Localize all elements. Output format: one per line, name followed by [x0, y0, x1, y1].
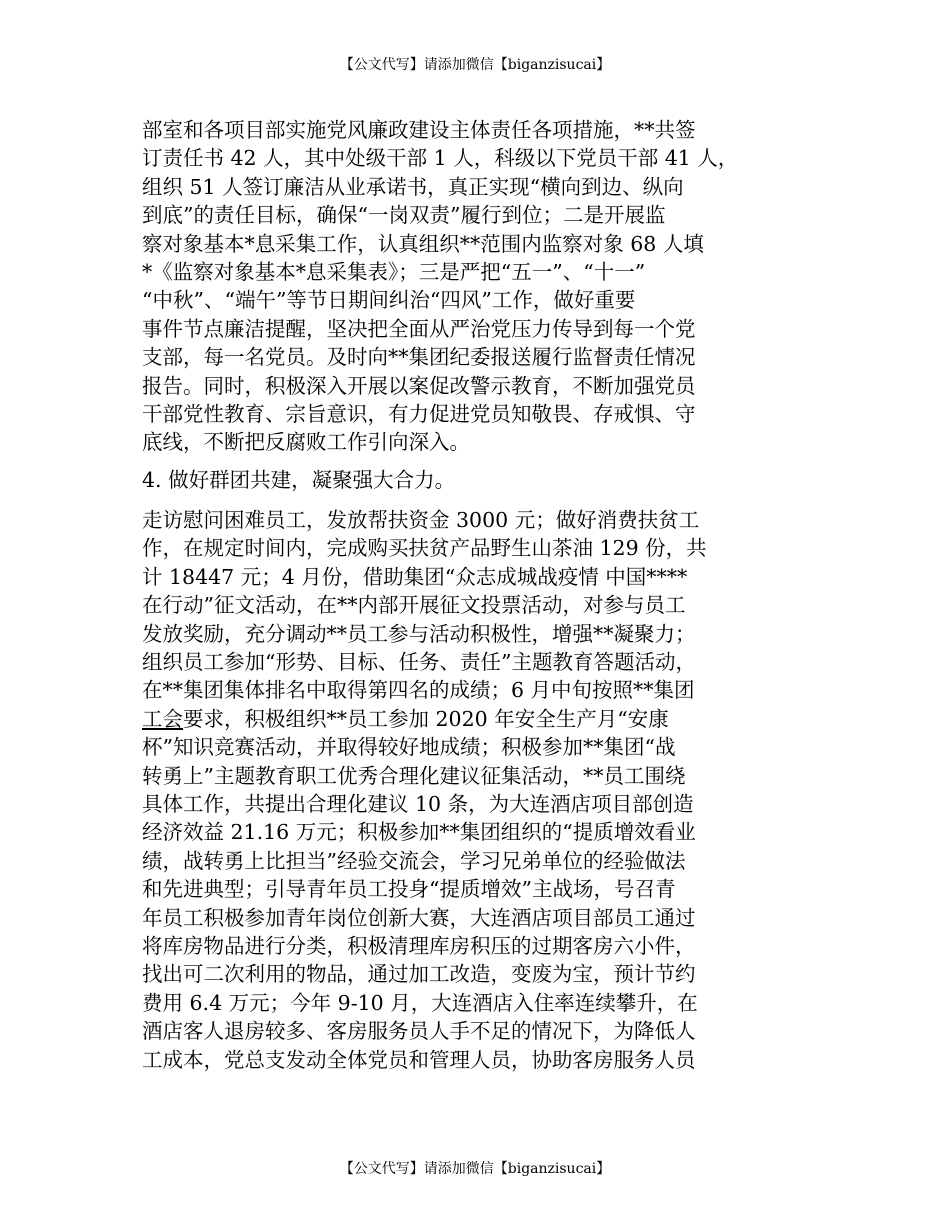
document-body — [142, 116, 822, 1074]
text-line: 订责任书 42 人，其中处级干部 1 人，科级以下党员干部 41 人， — [142, 146, 739, 171]
page-footer: 【公文代写】请添加微信【biganzisucai】 — [339, 1161, 611, 1177]
text-line: “中秋”、“端午”等节日期间纠治“四风”工作，做好重要 — [142, 288, 636, 313]
text-line: 工成本，党总支发动全体党员和管理人员，协助客房服务人员 — [142, 1047, 696, 1072]
text-line: 干部党性教育、宗旨意识，有力促进党员知敬畏、存戒惧、守 — [142, 401, 696, 426]
text-line: 和先进典型；引导青年员工投身“提质增效”主战场，号召青 — [142, 877, 676, 902]
text-line: 杯”知识竞赛活动，并取得较好地成绩；积极参加**集团“战 — [142, 735, 676, 760]
text-line-with-link — [142, 705, 822, 733]
text-line: 组织 51 人签订廉洁从业承诺书，真正实现“横向到边、纵向 — [142, 174, 684, 199]
text-line: 到底”的责任目标，确保“一岗双责”履行到位；二是开展监 — [142, 203, 666, 228]
text-line: 转勇上”主题教育职工优秀合理化建议征集活动，**员工围绕 — [142, 763, 686, 788]
text-line: 发放奖励，充分调动**员工参与活动积极性，增强**凝聚力； — [142, 621, 696, 646]
section-heading: 4. 做好群团共建，凝聚强大合力。 — [142, 467, 456, 492]
text-line: 支部，每一名党员。及时向**集团纪委报送履行监督责任情况 — [142, 345, 696, 370]
text-line: 事件节点廉洁提醒，坚决把全面从严治党压力传导到每一个党 — [142, 316, 696, 341]
text-line: 在**集团集体排名中取得第四名的成绩；6 月中旬按照**集团 — [142, 678, 695, 703]
paragraph-discipline — [142, 116, 822, 457]
text-line: 费用 6.4 万元；今年 9-10 月，大连酒店入住率连续攀升，在 — [142, 990, 698, 1015]
paragraph-group-building — [142, 506, 822, 1074]
text-segment: 要求，积极组织**员工参加 2020 年安全生产月“安康 — [183, 706, 669, 731]
text-line: 作，在规定时间内，完成购买扶贫产品野生山茶油 129 份，共 — [142, 536, 707, 561]
text-line: 具体工作，共提出合理化建议 10 条，为大连酒店项目部创造 — [142, 791, 694, 816]
text-line: 绩，战转勇上比担当”经验交流会，学习兄弟单位的经验做法 — [142, 848, 686, 873]
text-line: 将库房物品进行分类，积极清理库房积压的过期客房六小件， — [142, 933, 696, 958]
text-line: 察对象基本*息采集工作，认真组织**范围内监察对象 68 人填 — [142, 231, 704, 256]
text-line: 部室和各项目部实施党风廉政建设主体责任各项措施，**共签 — [142, 118, 696, 142]
text-line: 底线，不断把反腐败工作引向深入。 — [142, 430, 470, 455]
page-header: 【公文代写】请添加微信【biganzisucai】 — [339, 57, 611, 73]
text-line: 找出可二次利用的物品，通过加工改造，变废为宝，预计节约 — [142, 962, 696, 987]
text-line: 计 18447 元；4 月份，借助集团“众志成城战疫情 中国**** — [142, 564, 688, 589]
text-line: 组织员工参加“形势、目标、任务、责任”主题教育答题活动， — [142, 650, 696, 675]
union-link[interactable]: 工会 — [142, 706, 183, 731]
text-line: 报告。同时，积极深入开展以案促改警示教育，不断加强党员 — [142, 373, 696, 398]
text-line: 经济效益 21.16 万元；积极参加**集团组织的“提质增效看业 — [142, 820, 696, 845]
text-line: 年员工积极参加青年岗位创新大赛，大连酒店项目部员工通过 — [142, 905, 696, 930]
text-line: 走访慰问困难员工，发放帮扶资金 3000 元；做好消费扶贫工 — [142, 508, 700, 533]
text-line: *《监察对象基本*息采集表》；三是严把“五一”、“十一” — [142, 259, 646, 284]
text-line: 在行动”征文活动，在**内部开展征文投票活动，对参与员工 — [142, 593, 686, 618]
text-line: 酒店客人退房较多、客房服务员人手不足的情况下，为降低人 — [142, 1019, 696, 1044]
